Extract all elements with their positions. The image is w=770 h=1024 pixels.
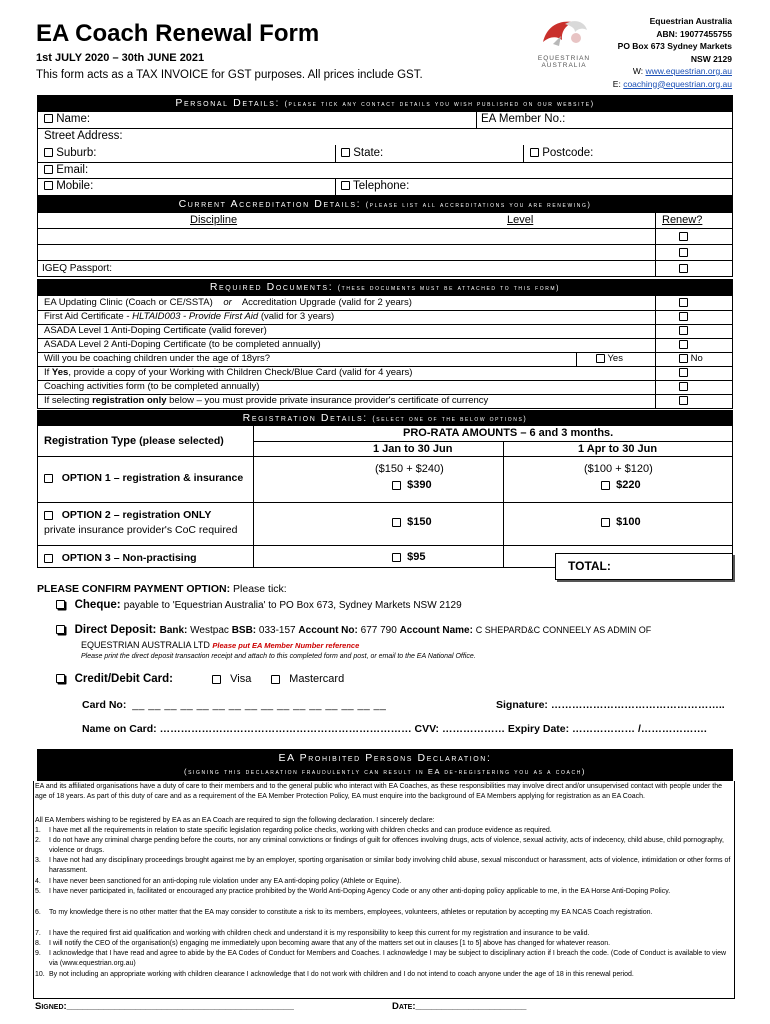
acc-value: 677 790 — [360, 625, 397, 636]
member-no-label: EA Member No.: — [481, 113, 566, 125]
print-note: Please print the direct deposit transaction receipt and attach to this completed form and post, or email to the EA National Office. — [81, 653, 476, 660]
declaration-item-1-text: I have met all the requirements in relation to state specific legislation regarding police checks, working with children checks and can produce evidence as required. — [49, 827, 552, 834]
declaration-item-4-text: I have never been sanctioned for an anti-doping rule violation under any EA anti-doping policy (Athlete or Equine). — [49, 878, 402, 885]
doc-row-4: ASADA Level 2 Anti-Doping Certificate (to be completed annually) — [44, 339, 321, 350]
direct-deposit-checkbox[interactable] — [56, 625, 65, 634]
bank-details — [160, 625, 652, 636]
opt2-price-1[interactable] — [392, 516, 432, 528]
ref-note: Please put EA Member Number reference — [212, 641, 360, 650]
opt1-price-2-checkbox[interactable] — [601, 481, 610, 490]
declaration-item-6-text: To my knowledge there is no other matter that the EA may consider to constitute a risk to its members, employees, volunteers, athletes or reputation by accepting my EA NCAS Coach registration. — [49, 909, 653, 916]
accname-value-2: EQUESTRIAN AUSTRALIA LTD — [81, 640, 210, 650]
declaration-item-8-text: I will notify the CEO of the organisation(s) engaging me immediately upon becoming aware that any of the matters set out in clauses [1 to 5] above has changed for whatever reason. — [49, 940, 611, 947]
declaration-heading-note: (signing this declaration fraudulently can result in EA de-registering you as a coach) — [184, 767, 586, 776]
accreditation-heading-bar — [37, 196, 733, 213]
tax-note: This form acts as a TAX INVOICE for GST purposes. All prices include GST. — [36, 69, 423, 81]
org-contact — [613, 15, 732, 90]
declaration-item-10-text: By not including an appropriate working with children clearance I acknowledge that I do not work with children and I do not intend to coach anyone under the age of 18 in this renewal period. — [49, 971, 634, 978]
accreditation-heading-note: (please list all accreditations you are renewing) — [365, 202, 592, 209]
opt2-price-2[interactable] — [601, 516, 641, 528]
registration-heading: Registration Details: — [242, 412, 368, 424]
doc-row-6 — [44, 367, 412, 378]
name-label: Name: — [56, 113, 91, 125]
col-renew: Renew? — [662, 214, 703, 226]
name-checkbox[interactable] — [44, 114, 53, 123]
opt3-price-1-checkbox[interactable] — [392, 553, 401, 562]
documents-heading-note: (these documents must be attached to this form) — [337, 285, 561, 292]
cheque-label: Cheque: — [74, 599, 121, 611]
declaration-item-10: 10. By not including an appropriate working with children clearance I acknowledge that I do not work with children and I do not intend to coach anyone under the age of 18 in this renewal period. — [35, 970, 733, 990]
direct-label: Direct Deposit: — [74, 624, 157, 636]
logo-text-1: EQUESTRIAN — [537, 55, 591, 62]
confirm-tail: Please tick: — [233, 583, 287, 595]
yes-label: Yes — [607, 353, 623, 364]
org-state: NSW 2129 — [690, 53, 732, 64]
suburb-label: Suburb: — [56, 147, 97, 159]
opt2-price-1-label: $150 — [407, 516, 432, 528]
logo-text-2: AUSTRALIA — [541, 62, 587, 69]
doc-8-a: If selecting — [44, 395, 90, 406]
doc-checkbox-1[interactable] — [679, 298, 688, 307]
declaration-item-2: 2. I do not have any criminal charge pending before the courts, nor any criminal convictions or findings of guilt for offences involving drugs, acts of violence, sexual activity, acts of indecency, child abuse, child pornography, violence or drugs. — [35, 836, 733, 856]
total-box[interactable] — [555, 553, 733, 580]
email-label: E: — [612, 78, 621, 89]
signed-field[interactable] — [35, 1001, 294, 1012]
declaration-item-5-text: I have never participated in, facilitated or encouraged any practice prohibited by the World Anti-Doping Agency Code or any other anti-doping policy applicable to me, in the EA Horse Anti-Doping Policy. — [49, 888, 671, 895]
street-label: Street Address: — [44, 130, 123, 142]
total-label: TOTAL: — [568, 559, 611, 573]
coaching-children-no[interactable] — [679, 353, 703, 364]
telephone-label: Telephone: — [353, 180, 410, 192]
payment-confirm — [37, 583, 287, 595]
bank-label: Bank: — [159, 625, 188, 636]
form-dates-text: 1st JULY 2020 – 30th JUNE 2021 — [36, 52, 205, 64]
member-no-field[interactable] — [481, 113, 565, 125]
name-field[interactable] — [44, 113, 90, 125]
option-2-checkbox[interactable] — [44, 511, 53, 520]
doc-checkbox-8[interactable] — [679, 396, 688, 405]
no-checkbox[interactable] — [679, 354, 688, 363]
email-label-text: Email: — [56, 164, 89, 176]
mobile-label: Mobile: — [56, 180, 94, 192]
option-1[interactable] — [44, 472, 243, 484]
personal-heading-note: (please tick any contact details you wish published on our website) — [284, 101, 595, 108]
col-discipline: Discipline — [190, 214, 238, 226]
cheque-checkbox[interactable] — [56, 600, 65, 609]
no-label: No — [690, 353, 703, 364]
horse-logo-icon — [535, 16, 593, 50]
doc-checkbox-7[interactable] — [679, 382, 688, 391]
prorata-heading: PRO-RATA AMOUNTS – 6 and 3 months. — [403, 427, 614, 439]
declaration-item-2-text: I do not have any criminal charge pending before the courts, nor any criminal convictions or findings of guilt for offences involving drugs, acts of violence, sexual activity, acts of indecency, child abuse, child pornography, violence or drugs. — [49, 837, 724, 854]
postcode-field[interactable] — [530, 147, 593, 159]
signed-label: Signed: — [35, 1001, 67, 1012]
street-field[interactable] — [44, 130, 123, 142]
doc-8-c: below – you must provide private insurance provider's certificate of currency — [169, 395, 489, 406]
opt1-calc-2: ($100 + $120) — [584, 463, 653, 475]
state-field[interactable] — [341, 147, 383, 159]
form-dates — [36, 52, 204, 64]
postcode-label: Postcode: — [542, 147, 594, 159]
bank-value: Westpac — [190, 625, 229, 636]
card-label: Credit/Debit Card: — [74, 673, 173, 685]
email-checkbox[interactable] — [44, 165, 53, 174]
telephone-checkbox[interactable] — [341, 181, 350, 190]
declaration-intro: EA and its affiliated organisations have a duty of care to their members and to the general public who interact with EA Coaches, as these responsibilities may involve direct and/or unsupervised contact with people under the age of 18 years. As part of this duty of care and as a requirement of the EA Member Protection Policy, EA must enquire into the background of EA Members applying for registration as an EA Coach. — [35, 783, 723, 800]
org-email-line — [613, 78, 732, 91]
suburb-checkbox[interactable] — [44, 148, 53, 157]
org-abn: ABN: 19077455755 — [656, 28, 732, 39]
doc-1-b: or — [223, 297, 232, 308]
org-web-line — [613, 65, 732, 78]
opt1-price-1-checkbox[interactable] — [392, 481, 401, 490]
option-1-label: OPTION 1 – registration & insurance — [61, 472, 244, 484]
org-name: Equestrian Australia — [649, 16, 732, 26]
declaration-item-9: 9. I acknowledge that I have read and agree to abide by the EA Codes of Conduct for Members and Coaches. I acknowledge I may be subject to disciplinary action if I breach the code. (Code of Conduct is available to view via (www.equestrian.org.au) — [35, 949, 733, 969]
cheque-text: payable to 'Equestrian Australia' to PO Box 673, Sydney Markets NSW 2129 — [123, 600, 462, 611]
confirm-label: PLEASE CONFIRM PAYMENT OPTION: — [37, 583, 231, 595]
opt1-price-1-label: $390 — [407, 479, 432, 491]
option-1-checkbox[interactable] — [44, 474, 53, 483]
doc-8-b: registration only — [92, 395, 167, 406]
visa-label: Visa — [230, 673, 252, 685]
state-checkbox[interactable] — [341, 148, 350, 157]
declaration-intro-2: All EA Members wishing to be registered by EA as an EA Coach are required to sign the following declaration. I sincerely declare: — [35, 817, 435, 824]
card-option[interactable] — [56, 673, 173, 685]
email-field[interactable] — [44, 164, 88, 176]
direct-deposit-option[interactable] — [56, 624, 651, 636]
doc-6-c: , provide a copy of your Working with Children Check/Blue Card (valid for 4 years) — [68, 367, 413, 378]
card-no-blanks: __ __ __ __ __ __ __ __ __ __ __ __ __ __ __ __ — [132, 699, 387, 711]
doc-row-5: Will you be coaching children under the age of 18yrs? — [44, 353, 271, 364]
option-3[interactable] — [44, 552, 197, 564]
documents-heading-bar — [37, 279, 733, 296]
declaration-item-6: 6. To my knowledge there is no other matter that the EA may consider to constitute a risk to its members, employees, volunteers, athletes or reputation by accepting my EA NCAS Coach registration. — [35, 908, 733, 928]
option-2-label: OPTION 2 – registration ONLY — [61, 509, 212, 521]
doc-row-7: Coaching activities form (to be completed annually) — [44, 381, 260, 392]
signed-line: ___________________________________________ — [66, 1001, 294, 1012]
doc-2-c: (valid for 3 years) — [260, 311, 335, 322]
opt1-price-2[interactable] — [601, 479, 641, 491]
declaration-item-8: 8. I will notify the CEO of the organisation(s) engaging me immediately upon becoming aware that any of the matters set out in clauses [1 to 5] above has changed for whatever reason. — [35, 939, 733, 949]
coaching-children-yes[interactable] — [596, 353, 623, 364]
mobile-field[interactable] — [44, 180, 93, 192]
declaration-heading-bar — [37, 749, 733, 781]
signature-field[interactable]: Signature: ………………………………………….. — [496, 699, 725, 711]
suburb-field[interactable] — [44, 147, 96, 159]
declaration-item-4: 4. I have never been sanctioned for an anti-doping rule violation under any EA anti-doping policy (Athlete or Equine). — [35, 877, 733, 887]
declaration-item-7-text: I have the required first aid qualification and working with children check and understand it is my responsibility to keep this current for my registration and insurance to be valid. — [49, 930, 590, 937]
mastercard-option[interactable] — [271, 673, 344, 685]
accname-value: C SHEPARD&C CONNEELY AS ADMIN OF — [475, 625, 652, 635]
doc-row-1 — [44, 297, 412, 308]
cheque-option[interactable] — [56, 599, 462, 611]
declaration-item-9-text: I acknowledge that I have read and agree to abide by the EA Codes of Conduct for Members and Coaches. I acknowledge I may be subject to disciplinary action if I breach the code. (Code of Conduct is available to view via (www.equestrian.org.au) — [49, 950, 727, 967]
doc-1-c: Accreditation Upgrade (valid for 2 years) — [241, 297, 412, 308]
opt3-price-1[interactable] — [392, 551, 425, 563]
state-label: State: — [353, 147, 384, 159]
mastercard-checkbox[interactable] — [271, 675, 280, 684]
card-number-field[interactable] — [82, 699, 386, 711]
doc-row-3: ASADA Level 1 Anti-Doping Certificate (valid forever) — [44, 325, 267, 336]
bsb-label: BSB: — [231, 625, 257, 636]
type-note: (please selected) — [139, 435, 224, 447]
option-3-label: OPTION 3 – Non-practising — [61, 552, 197, 564]
option-3-checkbox[interactable] — [44, 554, 53, 563]
opt2-price-2-label: $100 — [616, 516, 641, 528]
date-line: _____________________ — [415, 1001, 527, 1012]
personal-heading: Personal Details: — [175, 97, 281, 109]
date-label: Date: — [392, 1001, 416, 1012]
option-2-note: private insurance provider's CoC required — [44, 524, 238, 536]
org-pobox: PO Box 673 Sydney Markets — [617, 41, 732, 51]
col-level: Level — [507, 214, 534, 226]
declaration-item-5: 5. I have never participated in, facilitated or encouraged any practice prohibited by the World Anti-Doping Agency Code or any other anti-doping policy applicable to me, in the EA Horse Anti-Doping Policy. — [35, 887, 733, 907]
telephone-field[interactable] — [341, 180, 409, 192]
mobile-checkbox[interactable] — [44, 181, 53, 190]
doc-row-2 — [44, 311, 334, 322]
registration-type — [44, 435, 224, 447]
mastercard-label: Mastercard — [289, 673, 345, 685]
visa-checkbox[interactable] — [212, 675, 221, 684]
opt2-price-1-checkbox[interactable] — [392, 518, 401, 527]
doc-checkbox-3[interactable] — [679, 326, 688, 335]
postcode-checkbox[interactable] — [530, 148, 539, 157]
type-label: Registration Type — [44, 435, 137, 447]
bsb-value: 033-157 — [258, 625, 296, 636]
doc-6-a: If — [44, 367, 50, 378]
registration-heading-note: (select one of the below options) — [372, 416, 528, 423]
declaration-item-1: 1. I have met all the requirements in relation to state specific legislation regarding police checks, working with children checks and can produce evidence as required. — [35, 826, 733, 836]
visa-option[interactable] — [212, 673, 251, 685]
personal-heading-bar — [37, 95, 733, 112]
doc-checkbox-4[interactable] — [679, 340, 688, 349]
documents-heading: Required Documents: — [209, 281, 334, 293]
email-link[interactable]: coaching@equestrian.org.au — [623, 78, 732, 89]
doc-row-8 — [44, 395, 488, 406]
name-on-card-field[interactable]: Name on Card: ……………………………………………………………… CVV: ……………… Expiry Date: ……………… /………………. — [82, 723, 707, 735]
web-link[interactable]: www.equestrian.org.au — [645, 66, 732, 76]
declaration-item-3: 3. I have not had any disciplinary proceedings brought against me by an employer, sporting organisation or similar body involving child abuse, sexual misconduct or harassment, acts of violence, intimidation or other forms of harassment. — [35, 856, 733, 876]
web-label: W: — [632, 66, 644, 76]
card-checkbox[interactable] — [56, 674, 65, 683]
accreditation-heading: Current Accreditation Details: — [178, 198, 362, 210]
declaration-heading: EA Prohibited Persons Declaration: — [278, 752, 492, 764]
ea-logo — [535, 16, 593, 69]
renew-checkbox-3[interactable] — [679, 264, 688, 273]
opt1-price-2-label: $220 — [616, 479, 641, 491]
renew-checkbox-2[interactable] — [679, 248, 688, 257]
accreditation-grid — [37, 213, 733, 277]
doc-checkbox-6[interactable] — [679, 368, 688, 377]
igeq-passport: IGEQ Passport: — [42, 263, 113, 274]
doc-checkbox-2[interactable] — [679, 312, 688, 321]
doc-2-a: First Aid Certificate - — [44, 311, 130, 322]
renew-checkbox-1[interactable] — [679, 232, 688, 241]
accname-line2 — [81, 640, 359, 650]
form-title: EA Coach Renewal Form — [36, 20, 320, 47]
col-apr-jun: 1 Apr to 30 Jun — [578, 443, 658, 455]
opt1-price-1[interactable] — [392, 479, 432, 491]
doc-2-b: HLTAID003 - Provide First Aid — [132, 311, 259, 322]
opt1-calc-1: ($150 + $240) — [375, 463, 444, 475]
option-2[interactable] — [44, 509, 211, 521]
opt2-price-2-checkbox[interactable] — [601, 518, 610, 527]
registration-heading-bar — [37, 410, 733, 426]
acc-label: Account No: — [298, 625, 358, 636]
opt3-price-1-label: $95 — [407, 551, 426, 563]
yes-checkbox[interactable] — [596, 354, 605, 363]
card-no-label: Card No: — [82, 699, 127, 711]
accname-label: Account Name: — [399, 625, 473, 636]
declaration-item-7: 7. I have the required first aid qualification and working with children check and understand it is my responsibility to keep this current for my registration and insurance to be valid. — [35, 929, 733, 939]
doc-6-b: Yes — [51, 367, 69, 378]
doc-1-a: EA Updating Clinic (Coach or CE/SSTA) — [44, 297, 213, 308]
col-jan-jun: 1 Jan to 30 Jun — [373, 443, 453, 455]
declaration-item-3-text: I have not had any disciplinary proceedings brought against me by an employer, sporting organisation or similar body involving child abuse, sexual misconduct or harassment, acts of violence, intimidation or other forms of harassment. — [49, 857, 731, 874]
date-field[interactable] — [392, 1001, 526, 1012]
